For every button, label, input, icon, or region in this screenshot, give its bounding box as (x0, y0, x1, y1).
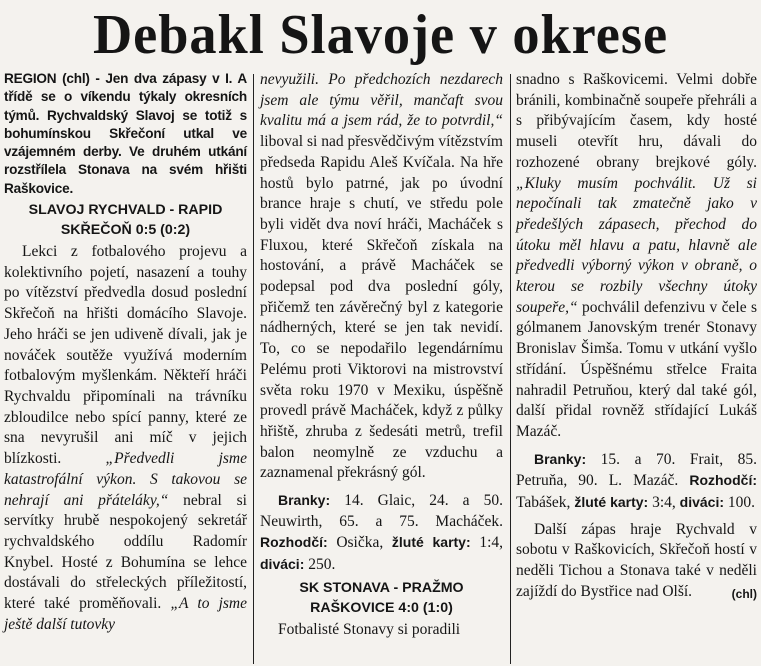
goals-text: 14. Glaic, 24. a 50. Neuwirth, 65. a 75. Macháček. (260, 492, 503, 530)
referee-text: Osička, (327, 534, 392, 552)
referee-label: Rozhodčí: (689, 472, 757, 489)
quote-kvicala-end: nevyužili. Po předchozích nezdarech jsem ale týmu věřil, mančaft svou kvalitu má a jsem rád, že to potvrdil,“ (260, 71, 503, 130)
column-rule-1 (253, 74, 254, 664)
column-rule-2 (510, 74, 511, 664)
text-run: nebral si servítky hrubě nespokojený sekretář rychvaldského oddílu Radomír Knybel. Hosté z Bohumína se lehce dostávali do střeleckých příležitostí, které také proměňovali. (4, 491, 247, 613)
goals-label: Branky: (534, 450, 587, 467)
spectators-label: diváci: (260, 556, 305, 573)
paragraph-4 (516, 70, 757, 443)
paragraph-2 (260, 70, 503, 484)
match-heading-1 (4, 200, 247, 240)
referee-text: Tabášek, (516, 494, 575, 512)
match-stats-1 (260, 490, 503, 576)
match-heading-2 (260, 578, 503, 618)
article-headline: Debakl Slavoje v okrese (92, 4, 669, 66)
author-signature: (chl) (731, 586, 757, 601)
text-run: Další zápas hraje Rychvald v sobotu v Raškovicích, Skřečoň hostí v neděli Tichou a Stonava také v neděli zajíždí do Bystřice nad Olší. (516, 520, 757, 600)
quote-kvicala-start: „A to jsme ještě další tutovky (4, 595, 247, 633)
spectators-text: 250. (304, 556, 336, 574)
text-run: liboval si nad přesvědčivým vítězstvím předseda Rapidu Aleš Kvíčala. Na hře hostů bylo patrné, jak po úvodní brance hraje s chutí, ve středu pole byli vidět dva noví hráči, Macháček s Fluxou, které Skřečoň získala na hostování, a právě Macháček se podepsal pod dva poslední góly, přičemž ten závěrečný byl z kategorie nádherných, které se jen tak nevidí. To, co se nepodařilo legendárnímu Pelému proti Viktorovi na mistrovství světa roku 1970 v Mexiku, úspěšně provedl právě Macháček, když z půlky hřiště, zhruba z šedesáti metrů, trefil balon neomylně ze vzduchu a zaznamenal překrásný gól. (260, 133, 503, 482)
spectators-text: 100. (724, 494, 756, 512)
text-run: Lekci z fotbalového projevu a kolektivního pojetí, nasazení a touhy po vítězství předvedla dosud poslední Skřečoň na hřišti domácího Slavoje. Jeho hráči se jen udiveně dívali, jak je nováček soutěže využívá moderním fotbalovým myšlenkám. Někteří hráči Rychvaldu připomínali na trávníku zbloudilce nebo spící panny, které ze sna nevyrušil ani míč v jejich blízkosti. (4, 243, 247, 468)
cards-label: žluté karty: (574, 494, 649, 511)
match-heading-1-teams: SLAVOJ RYCHVALD - RAPID (28, 202, 223, 219)
match-heading-2-teams: SK STONAVA - PRAŽMO (299, 579, 464, 596)
quote-knybel: „Předvedli jsme katastrofální výkon. S takovou se nehrají ani přáteláky,“ (4, 450, 247, 509)
article-lead: REGION (chl) - Jen dva zápasy v I. A třídě se o víkendu týkaly okresních týmů. Rychvaldský Slavoj se totiž s bohumínskou Skřečoní utkal ve vzájemném derby. Ve druhém utkání rozstřílela Stonava na svém hřišti Raškovice. (4, 71, 247, 196)
goals-text: 15. a 70. Frait, 85. Petruňa, 90. L. Mazáč. (516, 450, 757, 490)
paragraph-1 (4, 242, 247, 635)
paragraph-3: Fotbalisté Stonavy si poradili (278, 620, 461, 638)
text-run: snadno s Raškovicemi. Velmi dobře bránili, kombinačně soupeře přehráli a s přibývajícím časem, kdy hosté museli otevřít hru, dávali do rozhozené obrany brejkové góly. (516, 71, 757, 171)
referee-label: Rozhodčí: (260, 534, 328, 551)
goals-label: Branky: (278, 492, 331, 509)
cards-label: žluté karty: (391, 534, 471, 551)
quote-simsa: „Kluky musím pochválit. Už si nepočínali tak zmatečně jako v předešlých zápasech, přechod do útoku měl hlavu a patu, hlavně ale předvedli výborný výkon v obraně, o kterou se rozbily všechny útoky soupeře,“ (516, 174, 757, 316)
spectators-label: diváci: (679, 494, 725, 511)
match-heading-1-score: SKŘEČOŇ 0:5 (0:2) (60, 222, 191, 239)
column-2 (260, 70, 503, 641)
paragraph-5 (516, 520, 757, 603)
column-1 (4, 70, 247, 635)
cards-text: 1:4, (470, 534, 503, 552)
cards-text: 3:4, (648, 494, 680, 512)
text-run: pochválil defenzivu v čele s gólmanem Janovským trenér Stonavy Bronislav Šimša. Tomu v utkání vyšlo střídání. Úspěšnému střelce Fraita nahradil Petruňou, který dal také gól, další přidal rovněž střídající Lukáš Mazáč. (516, 298, 757, 440)
match-stats-2 (516, 449, 757, 514)
match-heading-2-score: RAŠKOVICE 4:0 (1:0) (310, 599, 453, 616)
column-3 (516, 70, 757, 605)
